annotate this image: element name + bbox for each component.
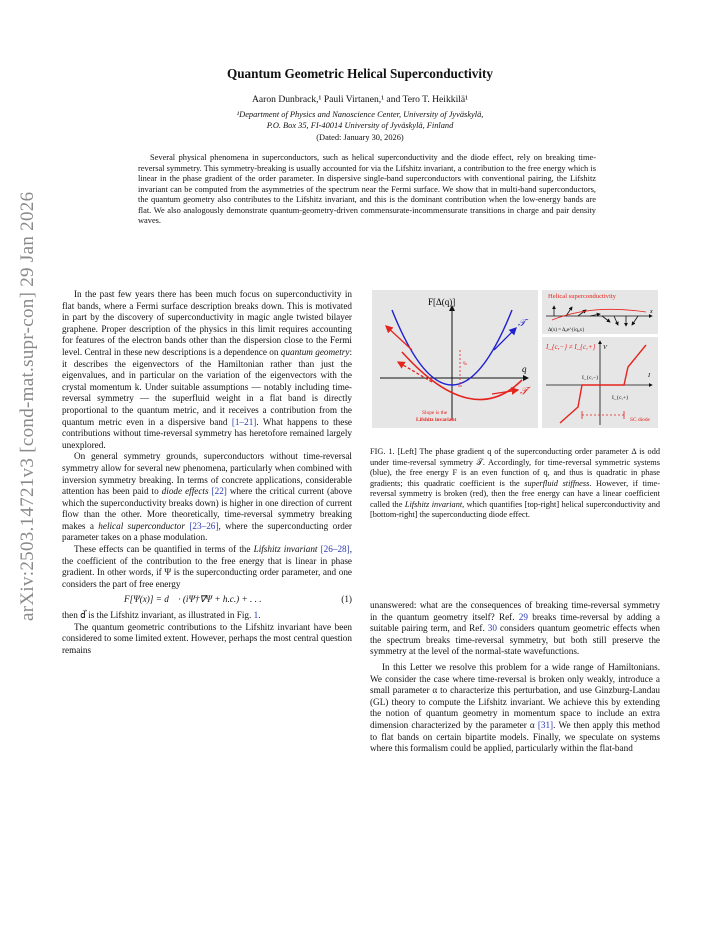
citation-link[interactable]: [31] xyxy=(537,719,554,730)
right-column xyxy=(370,600,660,755)
critical-current-inequality: I_{c,−} ≠ I_{c,+} xyxy=(546,343,596,351)
negative-critical-current-label: I_{c,−} xyxy=(582,375,599,381)
citation-link[interactable]: [23–26] xyxy=(189,520,219,531)
v-axis-label: V xyxy=(603,344,607,351)
paper-title: Quantum Geometric Helical Superconductivity xyxy=(226,66,494,81)
arxiv-identifier: arXiv:2503.14721v3 [cond-mat.supr-con] 29 Jan 2026 xyxy=(17,191,38,621)
figure-panel-free-energy xyxy=(372,290,538,428)
figure-panel-diode xyxy=(542,337,658,428)
citation-link[interactable]: [22] xyxy=(211,486,227,497)
paragraph: The quantum geometric contributions to the Lifshitz invariant have been considered to some limited extent. However, perhaps the most central question remains xyxy=(62,621,352,655)
author-list: Aaron Dunbrack,¹ Pauli Virtanen,¹ and Tero T. Heikkilä¹ xyxy=(251,94,469,105)
helical-sc-diagram xyxy=(542,290,658,334)
figure-panel-helical xyxy=(542,290,658,334)
figure-caption: FIG. 1. [Left] The phase gradient q of the superconducting order parameter Δ is odd under time-reversal symmetry 𝒯. Accordingly, for time-reversal symmetric systems (blue), the free energy F is an even function of q, and thus is quadratic in phase gradients; this quadratic coefficient is the superfluid stiffness. However, if time-reversal symmetry is broken (red), then the free energy can have a linear coefficient called the Lifshitz invariant, which quantifies [top-right] helical superconductivity and [bottom-right] the superconducting diode effect. xyxy=(370,447,660,519)
paragraph: In the past few years there has been much focus on superconductivity in flat bands, where a Fermi surface description breaks down. This is motivated in part by the discovery of superconductivity in magic angle twisted bilayer graphene. Proper description of the physics in this limit requires accounting for features of the electron bands other than the dispersion close to the Fermi level. Central in these new descriptions is a dependence on quantum geometry: it describes the eigenvectors of the Hamiltonian rather than just the eigenvalues, and in particular on the variation of the eigenvectors with the crystal momentum k. Under suitable assumptions — notably including time-reversal symmetry — the superfluid weight in a flat band is directly proportional to the quantum metric, and it receives a contribution from the quantum metric even in a dispersive band [1–21]. What happens to these contributions without time-reversal symmetry has heretofore remained largely unexplored. xyxy=(62,289,352,450)
q0-label: q₀ xyxy=(463,361,468,366)
order-parameter-formula: Δ(x) = Δ₀e^{iq₀x} xyxy=(548,328,585,333)
affiliation xyxy=(0,109,720,131)
paragraph: unanswered: what are the consequences of breaking time-reversal symmetry in the quantum geometry itself? Ref. 29 breaks time-reversal by adding a suitable pairing term, and Ref. 30 considers quantum geometric effects when the spectrum breaks time-reversal symmetry, but both still preserve the symmetry at the level of the normal-state wavefunctions. xyxy=(370,600,660,657)
paragraph: In this Letter we resolve this problem for a wide range of Hamiltonians. We consider the case where time-reversal is broken only weakly, introduce a small parameter α to characterize this perturbation, and use Ginzburg-Landau (GL) theory to compute the Lifshitz invariant. We achieve this by extending the notion of quantum geometry in momentum space to include an extra dimension characterized by the parameter α [31]. We then apply this method to flat bands on certain bipartite models. Finally, we speculate on systems where this formalism could be applied, particularly within the flat-band xyxy=(370,661,661,754)
free-energy-plot xyxy=(372,290,538,428)
y-axis-label: F[Δ(q)] xyxy=(428,297,456,307)
symmetric-label: 𝒯 xyxy=(518,318,526,329)
citation-link[interactable]: [26–28] xyxy=(320,544,350,555)
broken-symmetry-label: 𝒯̸ xyxy=(520,386,528,397)
lifshitz-label: Lifshitz invariant xyxy=(416,417,457,423)
affiliation-line-1: ¹Department of Physics and Nanoscience Center, University of Jyväskylä, xyxy=(236,110,484,119)
x-axis-label: x xyxy=(650,309,653,315)
x-axis-label: q xyxy=(522,364,527,374)
positive-critical-current-label: I_{c,+} xyxy=(612,395,629,401)
paragraph: These effects can be quantified in terms of the Lifshitz invariant [26–28], the coefficient of the contribution to the free energy that is linear in phase gradient. In other words, if Ψ is the superconducting order parameter, and one considers the part of free energy xyxy=(62,544,352,589)
figure-ref-link[interactable]: 1 xyxy=(253,610,259,621)
i-axis-label: I xyxy=(648,372,651,379)
paragraph: then d⃗ is the Lifshitz invariant, as illustrated in Fig. 1. xyxy=(62,610,261,621)
affiliation-line-2: P.O. Box 35, FI-40014 University of Jyväskylä, Finland xyxy=(266,121,454,130)
helical-title: Helical superconductivity xyxy=(548,293,616,300)
equation-1: F[Ψ(x)] = d⃗ · (iΨ†∇⃗Ψ + h.c.) + . . . (1) xyxy=(124,594,352,605)
paragraph: On general symmetry grounds, superconductors without time-reversal symmetry allow for several new phenomena, particularly when combined with inversion symmetry breaking. In terms of concrete applications, considerable attention has been paid to diode effects [22] where the critical current (above which the superconductivity breaks down) is higher in one direction of current flow than the other. More theoretically, time-reversal symmetry breaking makes a helical superconductor [23–26], where the superconducting order parameter takes on a phase modulation. xyxy=(62,451,353,543)
slope-label: Slope is the xyxy=(422,410,448,416)
left-column xyxy=(62,289,352,656)
citation-link[interactable]: [1–21] xyxy=(231,416,257,427)
iv-curve xyxy=(560,345,646,423)
date-line: (Dated: January 30, 2026) xyxy=(316,133,404,142)
abstract: Several physical phenomena in superconductors, such as helical superconductivity and the diode effect, rely on breaking time-reversal symmetry. This symmetry-breaking is usually accounted for via the Lifshitz invariant, a contribution to the free energy which is linear in the phase gradient of the order parameter. In dispersive single-band superconductors with conventional pairing, the Lifshitz invariant can be computed from the asymmetries of the spectrum near the Fermi surface. We show that in multi-band superconductors, the quantum geometry also contributes to the Lifshitz invariant, and this is the dominant contribution when the low-energy bands are flat. We also analogously demonstrate quantum-geometry-driven commensurate-incommensurate transitions in charge and pair density waves. xyxy=(138,153,596,225)
reference-link[interactable]: 29 xyxy=(518,611,528,622)
diode-iv-curve xyxy=(542,337,658,428)
reference-link[interactable]: 30 xyxy=(487,623,497,634)
diode-label: SC diode xyxy=(630,417,650,423)
